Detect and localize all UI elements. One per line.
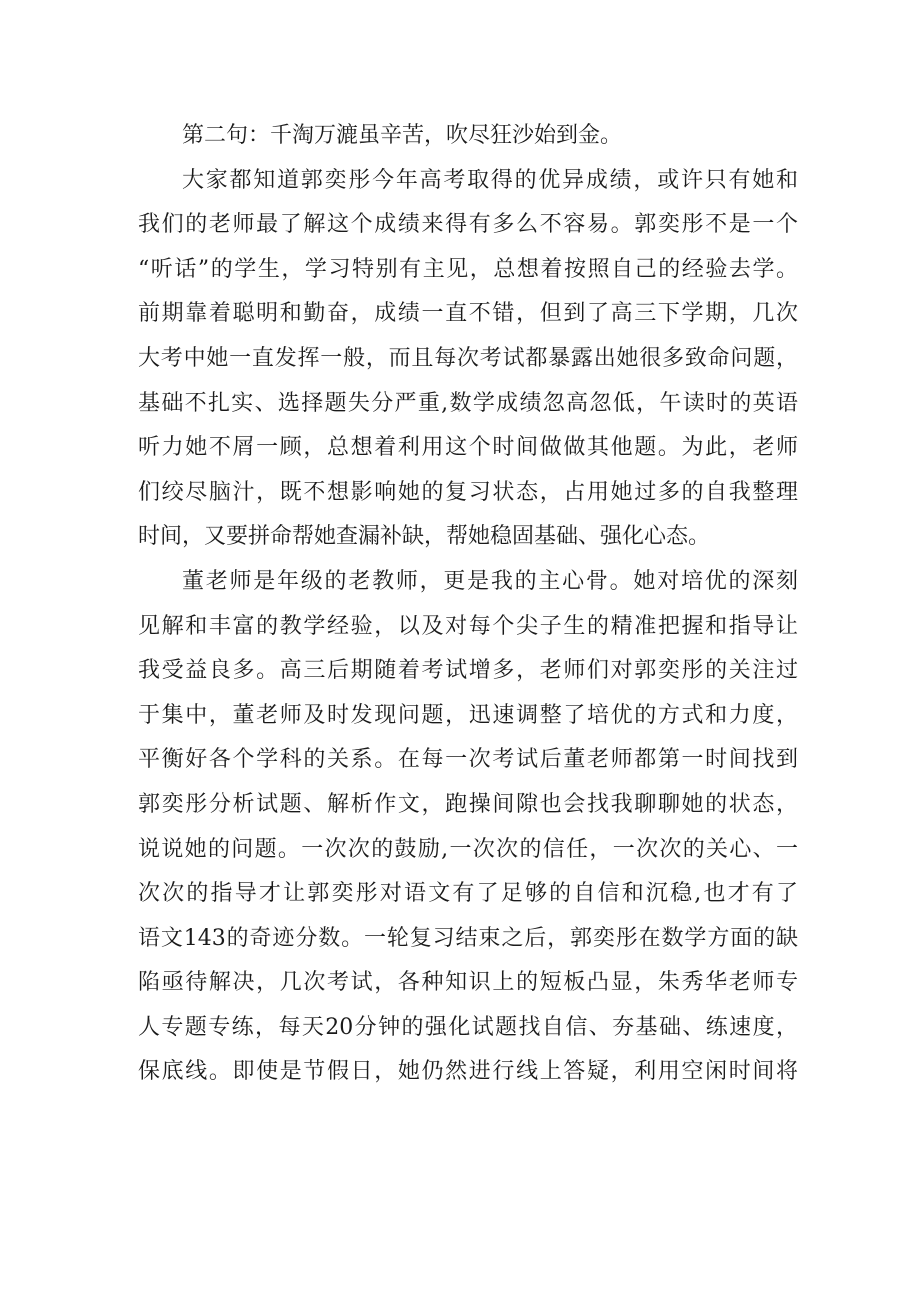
text-line: “听话”的学生，学习特别有主见，总想着按照自己的经验去学。 — [138, 256, 798, 282]
text-line: 第二句：千淘万漉虽辛苦，吹尽狂沙始到金。 — [182, 123, 623, 148]
text-line: 语文143的奇迹分数。一轮复习结束之后，郭奕彤在数学方面的缺 — [138, 925, 798, 951]
text-line: 大家都知道郭奕彤今年高考取得的优异成绩，或许只有她和 — [182, 167, 798, 193]
text-line: 我受益良多。高三后期随着考试增多，老师们对郭奕彤的关注过 — [138, 658, 798, 684]
text-line: 前期靠着聪明和勤奋，成绩一直不错，但到了高三下学期，几次 — [138, 301, 798, 327]
text-line: 见解和丰富的教学经验，以及对每个尖子生的精准把握和指导让 — [138, 613, 798, 639]
text-line: 我们的老师最了解这个成绩来得有多么不容易。郭奕彤不是一个 — [138, 212, 798, 238]
text-line: 人专题专练，每天20分钟的强化试题找自信、夯基础、练速度， — [138, 1014, 798, 1040]
text-line: 基础不扎实、选择题失分严重,数学成绩忽高忽低，午读时的英语 — [138, 390, 798, 416]
text-line: 说说她的问题。一次次的鼓励,一次次的信任，一次次的关心、一 — [138, 836, 798, 862]
text-line: 时间，又要拼命帮她查漏补缺，帮她稳固基础、强化心态。 — [138, 524, 711, 550]
document-body — [138, 114, 798, 1095]
text-line: 陷亟待解决，几次考试，各种知识上的短板凸显，朱秀华老师专 — [138, 970, 798, 996]
text-line: 听力她不屑一顾，总想着利用这个时间做做其他题。为此，老师 — [138, 435, 798, 461]
text-line: 董老师是年级的老教师，更是我的主心骨。她对培优的深刻 — [182, 568, 798, 594]
text-line: 于集中，董老师及时发现问题，迅速调整了培优的方式和力度， — [138, 702, 798, 728]
text-line: 郭奕彤分析试题、解析作文，跑操间隙也会找我聊聊她的状态， — [138, 791, 798, 817]
text-line: 保底线。即使是节假日，她仍然进行线上答疑，利用空闲时间将 — [138, 1059, 798, 1085]
text-line: 大考中她一直发挥一般，而且每次考试都暴露出她很多致命问题， — [138, 345, 798, 371]
text-line: 平衡好各个学科的关系。在每一次考试后董老师都第一时间找到 — [138, 747, 798, 773]
text-line: 们绞尽脑汁，既不想影响她的复习状态，占用她过多的自我整理 — [138, 479, 798, 505]
text-line: 次次的指导才让郭奕彤对语文有了足够的自信和沉稳,也才有了 — [138, 881, 798, 907]
